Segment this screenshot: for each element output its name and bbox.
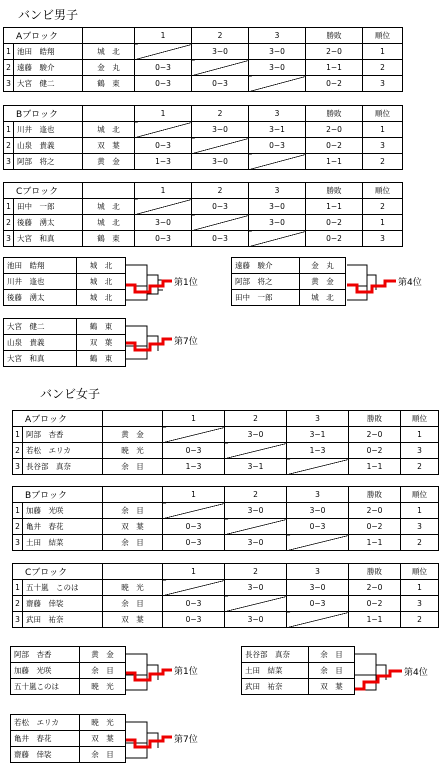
rank-header: 順位 [363,183,403,199]
result-2: 3−0 [225,580,287,596]
result-3: 3−0 [249,60,306,76]
player-name: 阿部 杏香 [23,427,103,443]
entry-number: 1 [4,199,14,215]
rank: 2 [401,612,439,628]
result-3: 3−0 [249,44,306,60]
table-row [4,138,403,154]
school-name: 余 目 [309,663,355,679]
result-3: 0−3 [249,138,306,154]
table-row [13,443,439,459]
result-1 [163,503,225,519]
school-name: 双 葉 [80,731,126,747]
entry-number: 2 [13,596,23,612]
result-2: 3−0 [225,612,287,628]
win-loss: 1−1 [306,154,363,170]
table-row [4,76,403,92]
rank: 2 [363,199,403,215]
table-row [13,459,439,475]
player-name: 齋藤 倖裟 [23,596,103,612]
result-3 [287,612,349,628]
opp-header-1: 1 [135,183,192,199]
result-2: 0−3 [192,199,249,215]
opp-header-2: 2 [225,487,287,503]
player-name: 田中 一郎 [232,290,300,306]
school-header [83,28,135,44]
table-row [11,679,126,695]
player-name: 若松 エリカ [23,443,103,459]
result-1 [163,580,225,596]
table-row [4,335,126,351]
girls-block-table [12,563,439,628]
table-row [13,503,439,519]
result-2 [225,596,287,612]
school-name: 余 目 [80,663,126,679]
result-2: 3−0 [225,427,287,443]
rank: 3 [363,231,403,247]
block-name: Aブロック [4,28,83,44]
opp-header-3: 3 [287,487,349,503]
result-1 [135,122,192,138]
boys-title: バンビ男子 [18,8,79,22]
table-row [4,60,403,76]
school-name: 黄 金 [300,274,346,290]
player-name: 大宮 健二 [14,76,83,92]
result-2: 3−0 [192,44,249,60]
win-loss: 0−2 [306,138,363,154]
school-name: 暁 光 [103,443,163,459]
school-name: 黄 金 [80,647,126,663]
winloss-header: 勝敗 [349,411,401,427]
girls-block-table [12,410,439,475]
school-header [83,183,135,199]
player-name: 長谷部 真奈 [23,459,103,475]
result-2 [225,443,287,459]
table-row [11,663,126,679]
player-name: 加藤 光咲 [11,663,80,679]
school-name: 余 目 [103,503,163,519]
win-loss: 2−0 [306,122,363,138]
school-name: 城 北 [83,122,135,138]
result-3: 1−3 [287,443,349,459]
player-name: 遠藤 駿介 [232,258,300,274]
table-row [13,580,439,596]
rank: 3 [401,443,439,459]
opp-header-2: 2 [192,183,249,199]
result-2: 3−0 [225,535,287,551]
win-loss: 0−2 [349,443,401,459]
result-1: 0−3 [163,612,225,628]
block-name: Cブロック [13,564,103,580]
table-row [11,731,126,747]
result-2: 3−1 [225,459,287,475]
winloss-header: 勝敗 [306,28,363,44]
entry-number: 2 [13,443,23,459]
rank: 2 [363,154,403,170]
rank: 3 [363,138,403,154]
table-row [13,427,439,443]
player-name: 亀井 春花 [11,731,80,747]
rank-header: 順位 [363,28,403,44]
block-name: Bブロック [4,106,83,122]
girls-block-table [12,486,439,551]
result-1: 0−3 [163,596,225,612]
girls-place-1st: 第1位 [174,667,198,677]
opp-header-1: 1 [163,411,225,427]
win-loss: 0−2 [349,519,401,535]
player-name: 阿部 将之 [14,154,83,170]
boys-place-1st: 第1位 [174,278,198,288]
entry-number: 3 [4,76,14,92]
entry-number: 2 [13,519,23,535]
opp-header-1: 1 [163,564,225,580]
girls-final-bracket [10,714,126,763]
result-2: 3−0 [192,122,249,138]
result-1: 3−0 [135,215,192,231]
rank-header: 順位 [363,106,403,122]
player-name: 後藤 湧太 [14,215,83,231]
result-1: 0−3 [163,443,225,459]
result-1 [135,199,192,215]
result-1 [163,427,225,443]
table-row [4,215,403,231]
player-name: 阿部 将之 [232,274,300,290]
result-2: 0−3 [192,231,249,247]
table-row [4,154,403,170]
entry-number: 1 [13,427,23,443]
school-name: 金 丸 [83,60,135,76]
win-loss: 1−1 [306,60,363,76]
boys-block-table [3,182,403,247]
opp-header-3: 3 [249,28,306,44]
opp-header-1: 1 [163,487,225,503]
boys-place-4th: 第4位 [398,278,422,288]
player-name: 五十嵐 このは [23,580,103,596]
school-name: 鶴 東 [77,319,126,335]
rank: 3 [401,596,439,612]
entry-number: 1 [13,503,23,519]
entry-number: 3 [13,612,23,628]
entry-number: 1 [4,44,14,60]
rank: 3 [363,76,403,92]
result-1: 1−3 [135,154,192,170]
win-loss: 0−2 [306,231,363,247]
school-name: 双 葉 [309,679,355,695]
entry-number: 3 [13,459,23,475]
win-loss: 2−0 [306,44,363,60]
school-header [103,487,163,503]
school-name: 城 北 [83,44,135,60]
player-name: 川井 逢也 [4,274,77,290]
boys-final-bracket [231,257,346,306]
result-3: 3−0 [287,503,349,519]
opp-header-2: 2 [225,564,287,580]
player-name: 加藤 光咲 [23,503,103,519]
player-name: 齋藤 倖裟 [11,747,80,763]
player-name: 山泉 貴義 [14,138,83,154]
rank: 2 [401,459,439,475]
win-loss: 0−2 [349,596,401,612]
win-loss: 2−0 [349,580,401,596]
school-name: 鶴 東 [83,76,135,92]
player-name: 土田 結菜 [23,535,103,551]
school-name: 暁 光 [80,715,126,731]
school-name: 城 北 [300,290,346,306]
table-row [232,258,346,274]
school-name: 黄 金 [83,154,135,170]
school-header [103,411,163,427]
table-row [13,612,439,628]
player-name: 大宮 和真 [14,231,83,247]
result-3 [287,535,349,551]
result-2: 3−0 [225,503,287,519]
result-3 [287,459,349,475]
entry-number: 3 [4,231,14,247]
entry-number: 3 [4,154,14,170]
player-name: 若松 エリカ [11,715,80,731]
boys-block-table [3,27,403,92]
school-name: 余 目 [103,596,163,612]
table-row [242,663,355,679]
player-name: 山泉 貴義 [4,335,77,351]
result-3: 3−1 [249,122,306,138]
boys-block-table [3,105,403,170]
block-name: Aブロック [13,411,103,427]
entry-number: 3 [13,535,23,551]
rank-header: 順位 [401,564,439,580]
player-name: 土田 結菜 [242,663,309,679]
table-row [13,535,439,551]
win-loss: 0−2 [306,215,363,231]
result-1 [135,44,192,60]
opp-header-3: 3 [287,411,349,427]
school-name: 余 目 [103,535,163,551]
result-1: 0−3 [135,138,192,154]
player-name: 池田 皓翔 [14,44,83,60]
table-row [4,351,126,367]
rank-header: 順位 [401,411,439,427]
rank: 1 [363,44,403,60]
school-name: 双 葉 [103,519,163,535]
girls-place-7th: 第7位 [174,735,198,745]
opp-header-3: 3 [249,183,306,199]
player-name: 池田 皓翔 [4,258,77,274]
rank: 3 [401,519,439,535]
school-name: 黄 金 [103,427,163,443]
girls-place-4th: 第4位 [404,668,428,678]
result-2 [192,215,249,231]
result-3: 3−0 [249,215,306,231]
block-name: Cブロック [4,183,83,199]
table-row [4,231,403,247]
school-name: 暁 光 [80,679,126,695]
table-row [13,519,439,535]
result-1: 0−3 [135,76,192,92]
result-1: 0−3 [135,231,192,247]
win-loss: 1−1 [349,612,401,628]
winloss-header: 勝敗 [306,183,363,199]
win-loss: 0−2 [306,76,363,92]
school-name: 暁 光 [103,580,163,596]
win-loss: 2−0 [349,427,401,443]
boys-final-bracket [3,318,126,367]
player-name: 長谷部 真奈 [242,647,309,663]
player-name: 大宮 健二 [4,319,77,335]
school-name: 城 北 [83,215,135,231]
rank: 1 [401,580,439,596]
rank: 1 [363,122,403,138]
rank: 2 [401,535,439,551]
win-loss: 1−1 [306,199,363,215]
result-2: 0−3 [192,76,249,92]
result-3: 3−1 [287,427,349,443]
rank: 1 [401,503,439,519]
result-1: 0−3 [135,60,192,76]
result-3: 0−3 [287,596,349,612]
entry-number: 1 [13,580,23,596]
player-name: 五十嵐このは [11,679,80,695]
opp-header-2: 2 [225,411,287,427]
block-name: Bブロック [13,487,103,503]
result-3: 3−0 [249,199,306,215]
result-2 [192,138,249,154]
table-row [242,647,355,663]
boys-final-bracket [3,257,126,306]
girls-final-bracket [10,646,126,695]
table-row [242,679,355,695]
table-row [4,319,126,335]
player-name: 川井 逢也 [14,122,83,138]
table-row [11,715,126,731]
table-row [4,44,403,60]
school-name: 余 目 [103,459,163,475]
school-name: 鶴 東 [77,351,126,367]
winloss-header: 勝敗 [349,564,401,580]
school-name: 双 葉 [77,335,126,351]
opp-header-2: 2 [192,28,249,44]
table-row [4,199,403,215]
win-loss: 1−1 [349,535,401,551]
table-row [232,290,346,306]
result-1: 0−3 [163,519,225,535]
player-name: 遠藤 駿介 [14,60,83,76]
player-name: 武田 祐奈 [23,612,103,628]
winloss-header: 勝敗 [349,487,401,503]
player-name: 後藤 湧太 [4,290,77,306]
girls-final-bracket [241,646,355,695]
school-name: 城 北 [83,199,135,215]
player-name: 大宮 和真 [4,351,77,367]
result-2 [225,519,287,535]
result-2 [192,60,249,76]
school-name: 城 北 [77,274,126,290]
opp-header-1: 1 [135,106,192,122]
table-row [13,596,439,612]
school-name: 城 北 [77,290,126,306]
result-3 [249,76,306,92]
player-name: 田中 一郎 [14,199,83,215]
table-row [4,258,126,274]
win-loss: 2−0 [349,503,401,519]
opp-header-3: 3 [287,564,349,580]
rank: 2 [363,60,403,76]
player-name: 阿部 杏香 [11,647,80,663]
result-3: 0−3 [287,519,349,535]
opp-header-2: 2 [192,106,249,122]
table-row [11,647,126,663]
result-1: 1−3 [163,459,225,475]
entry-number: 1 [4,122,14,138]
entry-number: 2 [4,60,14,76]
school-name: 鶴 東 [83,231,135,247]
school-name: 金 丸 [300,258,346,274]
school-name: 余 目 [80,747,126,763]
entry-number: 2 [4,138,14,154]
school-header [103,564,163,580]
player-name: 亀井 春花 [23,519,103,535]
result-2: 3−0 [192,154,249,170]
table-row [4,122,403,138]
school-name: 城 北 [77,258,126,274]
table-row [4,274,126,290]
rank: 1 [363,215,403,231]
result-3 [249,154,306,170]
girls-title: バンビ女子 [40,387,101,401]
school-name: 双 葉 [103,612,163,628]
rank-header: 順位 [401,487,439,503]
player-name: 武田 祐奈 [242,679,309,695]
entry-number: 2 [4,215,14,231]
table-row [4,290,126,306]
win-loss: 1−1 [349,459,401,475]
opp-header-1: 1 [135,28,192,44]
result-3 [249,231,306,247]
table-row [11,747,126,763]
result-3: 3−0 [287,580,349,596]
rank: 1 [401,427,439,443]
school-header [83,106,135,122]
opp-header-3: 3 [249,106,306,122]
table-row [232,274,346,290]
result-1: 0−3 [163,535,225,551]
boys-place-7th: 第7位 [174,337,198,347]
school-name: 双 葉 [83,138,135,154]
winloss-header: 勝敗 [306,106,363,122]
school-name: 余 目 [309,647,355,663]
